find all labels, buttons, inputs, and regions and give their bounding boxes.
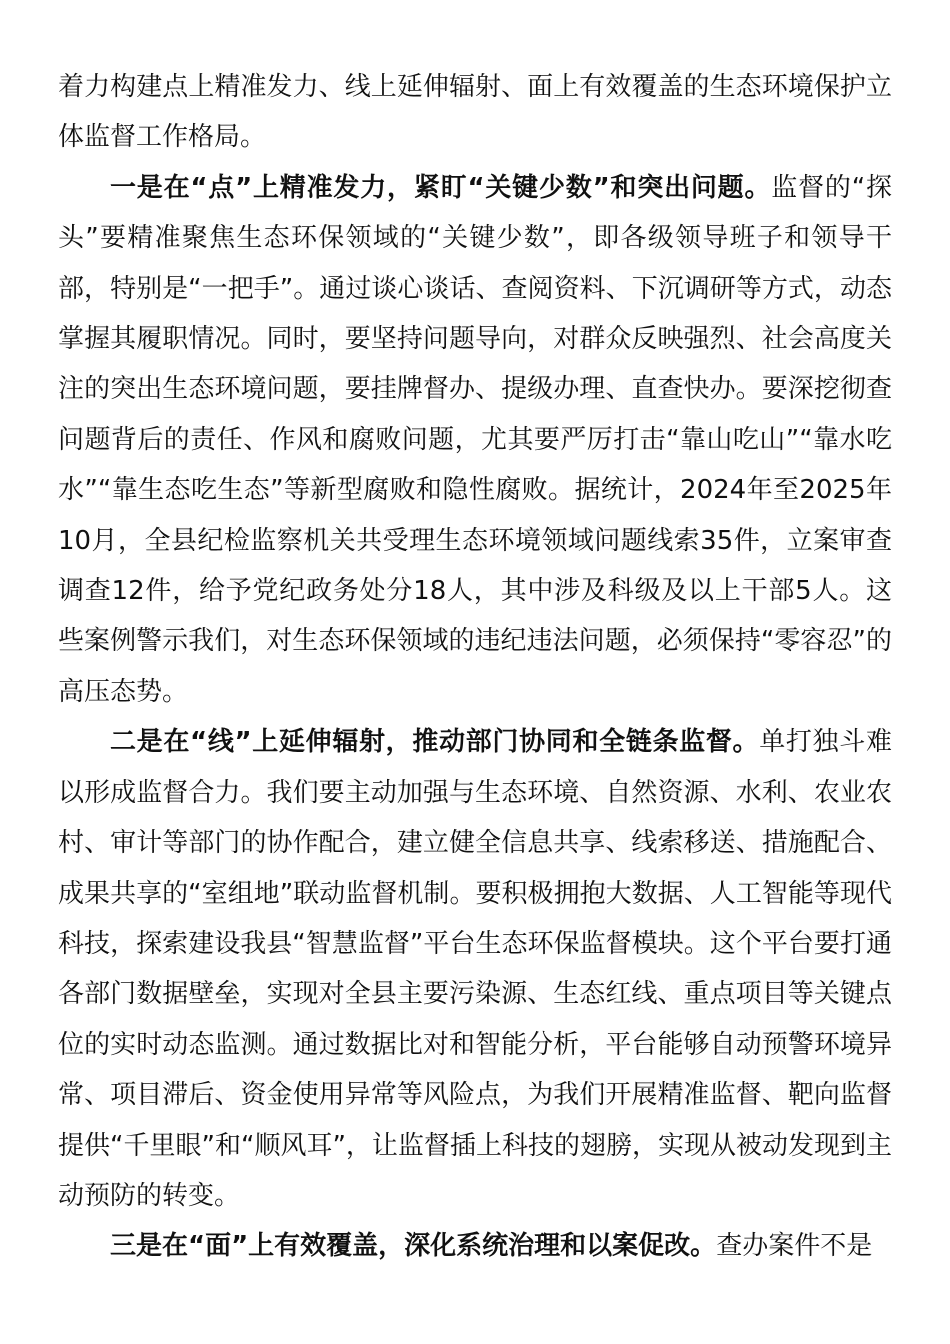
paragraph-lead: 三是在“面”上有效覆盖，深化系统治理和以案促改。 [110, 1231, 717, 1262]
paragraph-surface [58, 1221, 892, 1271]
paragraph-lead: 一是在“点”上精准发力，紧盯“关键少数”和突出问题。 [110, 172, 772, 203]
paragraph-text: 查办案件不是 [716, 1231, 873, 1262]
paragraph-line [58, 717, 892, 1221]
paragraph-text: 单打独斗难以形成监督合力。我们要主动加强与生态环境、自然资源、水利、农业农村、审计等部门的协作配合，建立健全信息共享、线索移送、措施配合、成果共享的“室组地”联动监督机制。要积极拥抱大数据、人工智能等现代科技，探索建设我县“智慧监督”平台生态环保监督模块。这个平台要打通各部门数据壁垒，实现对全县主要污染源、生态红线、重点项目等关键点位的实时动态监测。通过数据比对和智能分析，平台能够自动预警环境异常、项目滞后、资金使用异常等风险点，为我们开展精准监督、靶向监督提供“千里眼”和“顺风耳”，让监督插上科技的翅膀，实现从被动发现到主动预防的转变。 [58, 727, 892, 1211]
paragraph-lead: 二是在“线”上延伸辐射，推动部门协同和全链条监督。 [110, 727, 760, 758]
paragraph-text: 着力构建点上精准发力、线上延伸辐射、面上有效覆盖的生态环境保护立体监督工作格局。 [58, 72, 892, 153]
paragraph-point [58, 163, 892, 717]
paragraph-intro [58, 62, 892, 163]
paragraph-text: 监督的“探头”要精准聚焦生态环保领域的“关键少数”，即各级领导班子和领导干部，特别是“一把手”。通过谈心谈话、查阅资料、下沉调研等方式，动态掌握其履职情况。同时，要坚持问题导向，对群众反映强烈、社会高度关注的突出生态环境问题，要挂牌督办、提级办理、直查快办。要深挖彻查问题背后的责任、作风和腐败问题，尤其要严厉打击“靠山吃山”“靠水吃水”“靠生态吃生态”等新型腐败和隐性腐败。据统计，2024年至2025年10月，全县纪检监察机关共受理生态环境领域问题线索35件，立案审查调查12件，给予党纪政务处分18人，其中涉及科级及以上干部5人。这些案例警示我们，对生态环保领域的违纪违法问题，必须保持“零容忍”的高压态势。 [58, 172, 892, 707]
document-page [58, 62, 892, 1272]
